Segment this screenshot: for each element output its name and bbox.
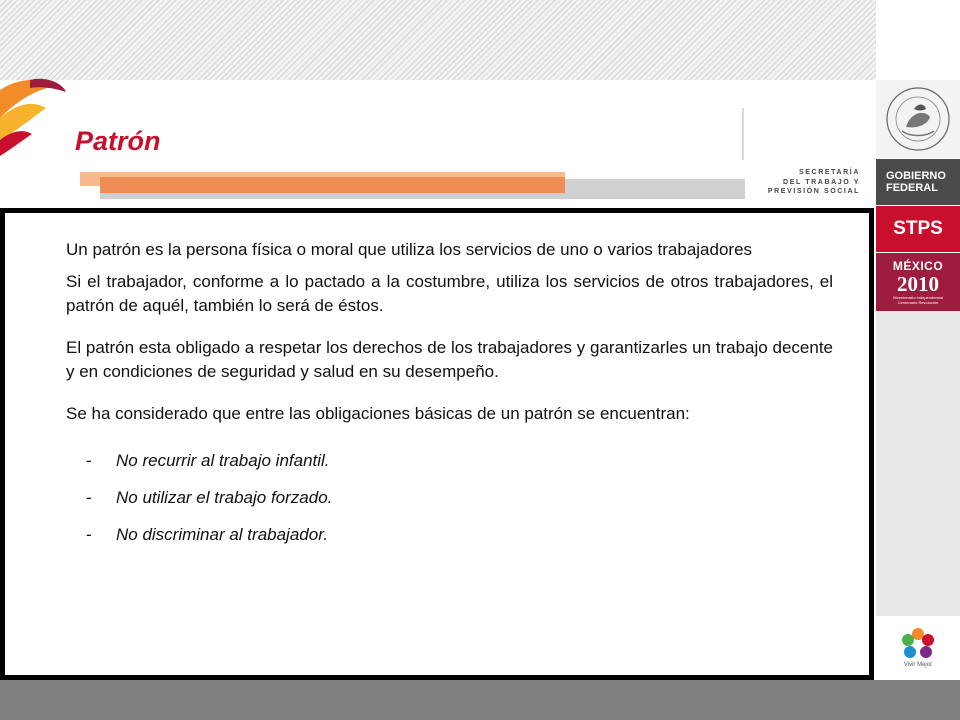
list-item-text: No discriminar al trabajador. (116, 525, 328, 544)
seal-box (876, 80, 960, 158)
vivir-mejor-label: Vivir Mejor (903, 662, 933, 668)
paragraph-obligations: El patrón esta obligado a respetar los derechos de los trabajadores y garantizarles un trabajo decente y en condiciones de seguridad y salud en su desempeño. (66, 338, 833, 381)
content-body (66, 238, 833, 560)
secretaria-line: DEL TRABAJO Y (783, 178, 860, 186)
bicentenario-label: Bicentenario Independencia (893, 295, 943, 300)
gobierno-federal-badge (876, 159, 960, 205)
list-dash: - (86, 525, 92, 544)
secretaria-label (760, 168, 860, 197)
centenario-label: Centenario Revolución (897, 300, 939, 305)
sidebar-gray-panel (876, 311, 960, 616)
brand-swirl-logo-icon (0, 78, 80, 178)
vivir-mejor-flower-icon (900, 628, 936, 662)
mexican-coat-of-arms-icon (884, 83, 952, 155)
mexico-2010-badge (876, 253, 960, 311)
federal-line: FEDERAL (886, 182, 938, 194)
paragraph-other-workers: Si el trabajador, conforme a lo pactado a la costumbre, utiliza los servicios de otros trabajadores, el patrón de aquél, también lo será de éstos. (66, 272, 833, 315)
paragraph-definition: Un patrón es la persona física o moral que utiliza los servicios de uno o varios trabajadores (66, 240, 753, 259)
content-box (0, 208, 874, 680)
list-item-text: No utilizar el trabajo forzado. (116, 488, 333, 507)
list-item-text: No recurrir al trabajo infantil. (116, 451, 330, 470)
top-pattern-band (0, 0, 876, 80)
slide-title: Patrón (75, 126, 161, 156)
title-underline-orange-bar (100, 177, 565, 193)
secretaria-line: SECRETARÍA (799, 169, 860, 176)
stps-badge: STPS (876, 206, 960, 252)
gobierno-line: GOBIERNO (886, 170, 946, 182)
list-item (66, 449, 833, 473)
title-divider (742, 108, 744, 160)
government-sidebar (876, 0, 960, 720)
mexico-label: MÉXICO (892, 259, 944, 273)
list-dash: - (86, 488, 92, 507)
list-dash: - (86, 451, 92, 470)
list-item (66, 486, 833, 510)
list-item (66, 523, 833, 547)
vivir-mejor-box (876, 616, 960, 678)
year-label: 2010 (897, 272, 939, 296)
secretaria-line: PREVISIÓN SOCIAL (767, 188, 860, 195)
bottom-band (0, 680, 960, 720)
paragraph-basic-obligations: Se ha considerado que entre las obligaciones básicas de un patrón se encuentran: (66, 404, 690, 423)
